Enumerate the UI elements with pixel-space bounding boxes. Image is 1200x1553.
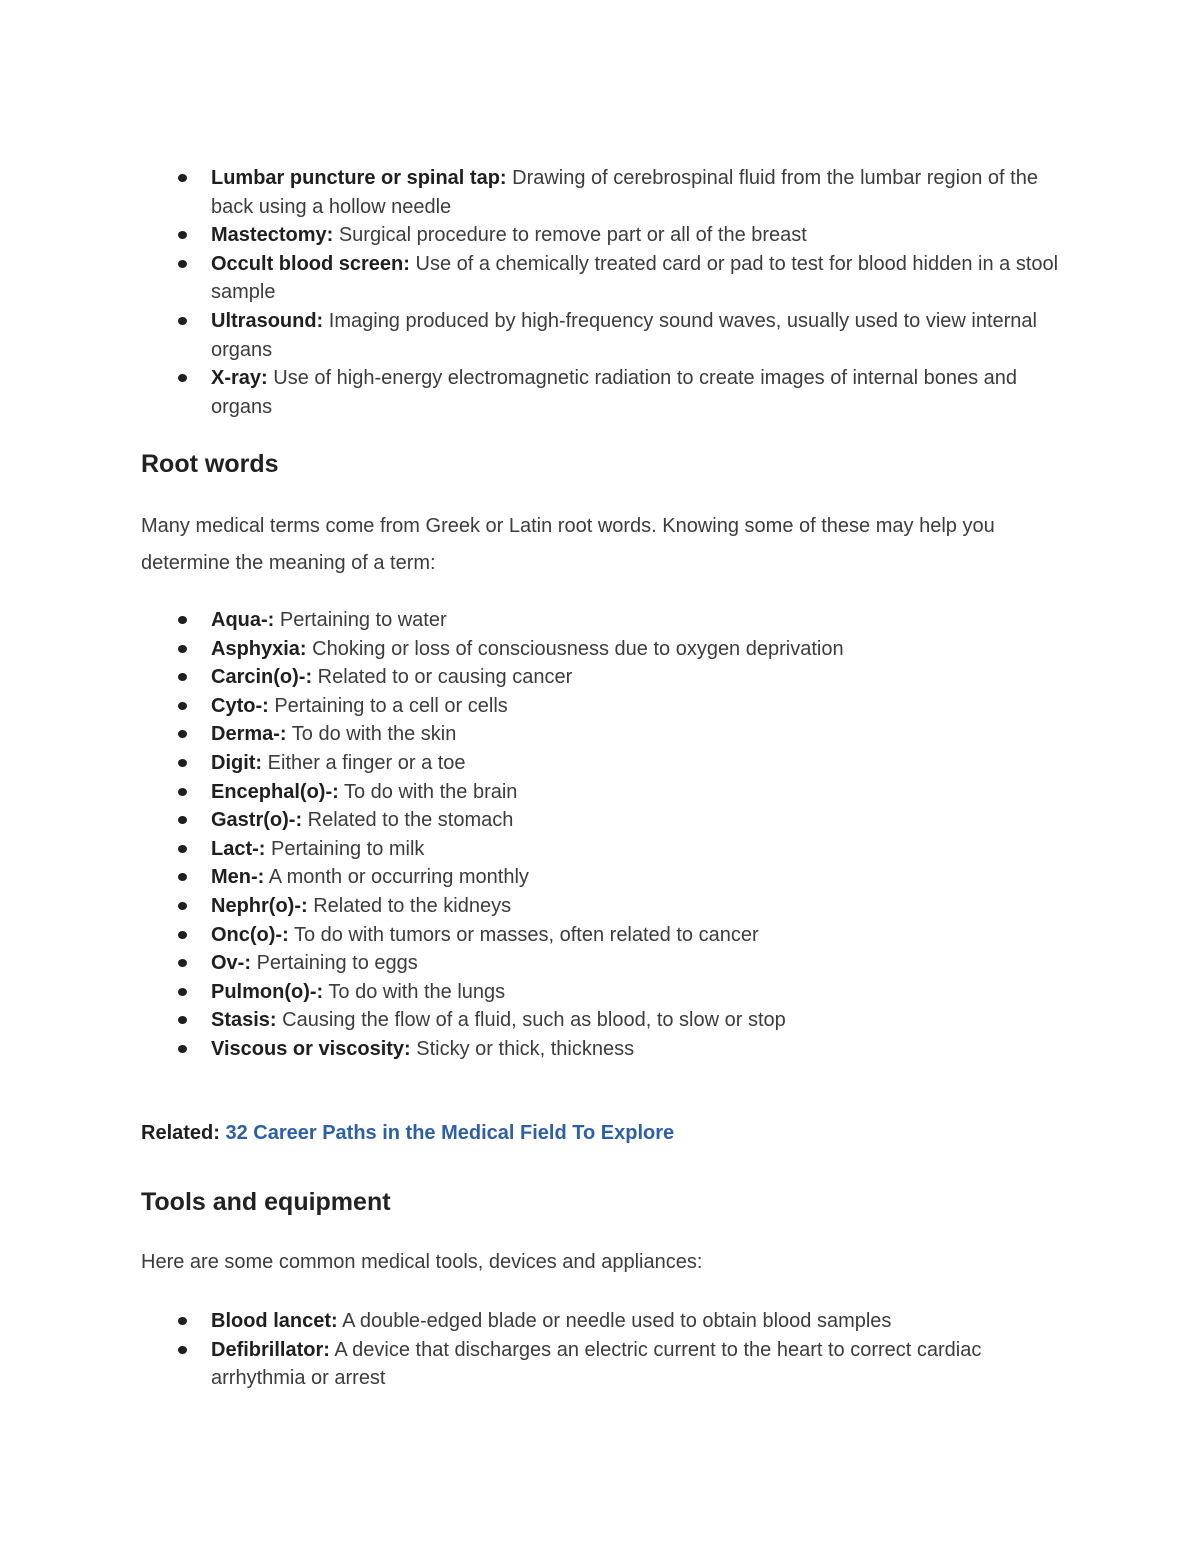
list-item	[0, 250, 1200, 307]
term-label: Stasis:	[211, 1009, 277, 1032]
list-item	[0, 892, 1200, 921]
term-label: Digit:	[211, 751, 263, 774]
term-definition: Pertaining to a cell or cells	[274, 694, 508, 717]
list-item	[0, 1307, 1200, 1336]
related-label: Related:	[141, 1122, 220, 1144]
bullet-icon	[178, 1346, 187, 1354]
bullet-icon	[178, 931, 187, 939]
term-label: X-ray:	[211, 367, 268, 390]
list-item	[0, 835, 1200, 864]
term-label: Mastectomy:	[211, 224, 334, 247]
bullet-icon	[178, 730, 187, 738]
term-definition: Either a finger or a toe	[267, 751, 466, 774]
bullet-icon	[178, 673, 187, 681]
term-definition: Imaging produced by high-frequency sound waves, usually used to view internal organs	[211, 309, 1037, 361]
bullet-icon	[178, 317, 187, 325]
bullet-icon	[178, 231, 187, 239]
term-label: Viscous or viscosity:	[211, 1037, 411, 1060]
term-definition: To do with the lungs	[328, 980, 506, 1003]
bullet-icon	[178, 645, 187, 653]
procedures-list	[0, 164, 1200, 421]
term-definition: Sticky or thick, thickness	[416, 1037, 635, 1060]
list-item	[0, 778, 1200, 807]
term-definition: Drawing of cerebrospinal fluid from the lumbar region of the back using a hollow needle	[211, 167, 1038, 218]
bullet-icon	[178, 873, 187, 881]
term-label: Lact-:	[211, 837, 266, 860]
bullet-icon	[178, 374, 187, 382]
term-definition: Related to the kidneys	[313, 894, 512, 917]
term-label: Ov-:	[211, 952, 251, 975]
list-item	[0, 1336, 1200, 1393]
term-label: Men-:	[211, 866, 265, 889]
root-words-intro: Many medical terms come from Greek or Latin root words. Knowing some of these may help you determine the meaning of a term:	[141, 515, 995, 574]
list-item	[0, 806, 1200, 835]
bullet-icon	[178, 1317, 187, 1325]
term-label: Aqua-:	[211, 609, 275, 631]
bullet-icon	[178, 759, 187, 767]
term-definition: Use of a chemically treated card or pad to test for blood hidden in a stool sample	[211, 252, 1059, 304]
list-item	[0, 1035, 1200, 1064]
term-definition: A double-edged blade or needle used to obtain blood samples	[342, 1310, 892, 1332]
bullet-icon	[178, 988, 187, 996]
list-item	[0, 635, 1200, 664]
list-item	[0, 606, 1200, 635]
list-item	[0, 221, 1200, 250]
term-label: Occult blood screen:	[211, 252, 410, 275]
term-label: Encephal(o)-:	[211, 780, 339, 803]
term-label: Cyto-:	[211, 694, 269, 717]
list-item	[0, 720, 1200, 749]
term-label: Ultrasound:	[211, 309, 324, 332]
term-label: Nephr(o)-:	[211, 894, 308, 917]
tools-intro: Here are some common medical tools, devices and appliances:	[141, 1251, 703, 1273]
list-item	[0, 921, 1200, 950]
bullet-icon	[178, 902, 187, 910]
term-label: Pulmon(o)-:	[211, 980, 324, 1003]
term-label: Carcin(o)-:	[211, 666, 313, 689]
term-definition: Pertaining to eggs	[256, 952, 418, 975]
list-item	[0, 949, 1200, 978]
term-definition: Use of high-energy electromagnetic radiation to create images of internal bones and organs	[211, 367, 1018, 418]
term-label: Lumbar puncture or spinal tap:	[211, 167, 507, 189]
related-line	[141, 1122, 674, 1145]
term-definition: Related to or causing cancer	[317, 666, 573, 689]
bullet-icon	[178, 845, 187, 853]
term-label: Gastr(o)-:	[211, 809, 303, 832]
list-item	[0, 1006, 1200, 1035]
bullet-icon	[178, 702, 187, 710]
term-definition: To do with tumors or masses, often related to cancer	[293, 923, 759, 946]
bullet-icon	[178, 1016, 187, 1024]
list-item	[0, 307, 1200, 364]
term-definition: Surgical procedure to remove part or all of the breast	[338, 224, 807, 247]
root-words-heading: Root words	[141, 450, 279, 478]
list-item	[0, 978, 1200, 1007]
term-definition: Choking or loss of consciousness due to oxygen deprivation	[312, 637, 844, 660]
list-item	[0, 863, 1200, 892]
term-definition: Causing the flow of a fluid, such as blood, to slow or stop	[282, 1009, 786, 1032]
tools-heading: Tools and equipment	[141, 1188, 391, 1216]
list-item	[0, 164, 1200, 221]
list-item	[0, 364, 1200, 421]
term-label: Derma-:	[211, 723, 287, 746]
list-item	[0, 692, 1200, 721]
list-item	[0, 749, 1200, 778]
term-definition: Pertaining to milk	[271, 837, 425, 860]
term-label: Onc(o)-:	[211, 923, 289, 946]
related-article-link[interactable]: 32 Career Paths in the Medical Field To Explore	[225, 1122, 675, 1144]
bullet-icon	[178, 174, 187, 182]
bullet-icon	[178, 788, 187, 796]
bullet-icon	[178, 616, 187, 624]
bullet-icon	[178, 959, 187, 967]
term-label: Defibrillator:	[211, 1338, 330, 1361]
term-definition: Related to the stomach	[307, 809, 514, 832]
bullet-icon	[178, 260, 187, 268]
term-definition: Pertaining to water	[279, 609, 447, 631]
term-definition: To do with the brain	[343, 780, 518, 803]
list-item	[0, 663, 1200, 692]
term-label: Blood lancet:	[211, 1310, 338, 1332]
term-definition: A month or occurring monthly	[268, 866, 529, 889]
term-label: Asphyxia:	[211, 637, 307, 660]
term-definition: To do with the skin	[291, 723, 457, 746]
term-definition: A device that discharges an electric current to the heart to correct cardiac arrhythmia or arrest	[211, 1338, 982, 1390]
tools-list	[0, 1307, 1200, 1393]
bullet-icon	[178, 816, 187, 824]
bullet-icon	[178, 1045, 187, 1053]
root-words-list	[0, 606, 1200, 1064]
